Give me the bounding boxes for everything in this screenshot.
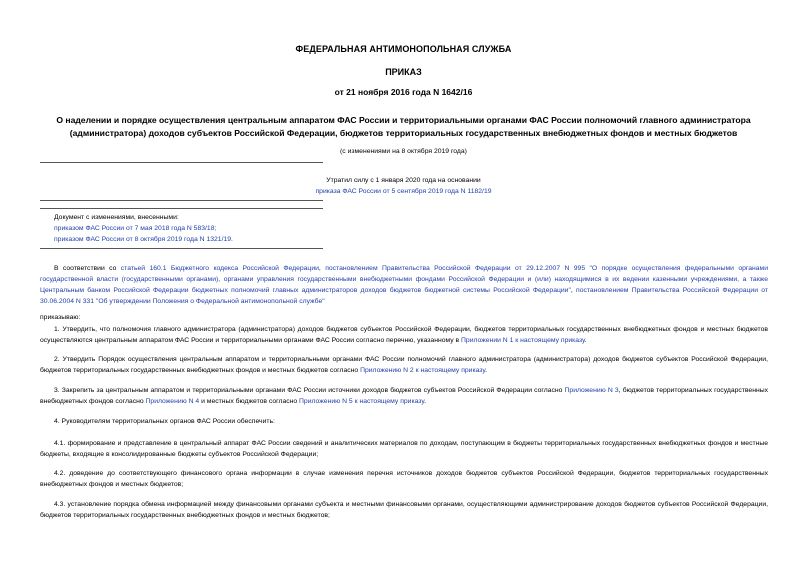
preamble-text: ,	[318, 265, 326, 272]
change-link-2018[interactable]: приказом ФАС России от 7 мая 2018 года N 583/18;	[54, 225, 217, 232]
item-3-text: 3. Закрепить за центральным аппаратом и территориальными органами ФАС России источники доходов бюджетов субъектов Российской Федерации согласно	[54, 387, 565, 394]
document-date: от 21 ноября 2016 года N 1642/16	[334, 87, 473, 97]
orders-word: приказываю:	[40, 314, 81, 321]
appendix-4-link[interactable]: Приложению N 4	[145, 398, 200, 405]
agency-name: ФЕДЕРАЛЬНАЯ АНТИМОНОПОЛЬНАЯ СЛУЖБА	[295, 44, 512, 54]
item-4-2	[40, 468, 768, 490]
expired-text: Утратил силу с 1 января 2020 года на основании	[326, 177, 481, 184]
item-3-text: , бюджетов территориальных государственных внебюджетных фондов согласно	[40, 387, 769, 405]
preamble-text: ,	[570, 287, 577, 294]
item-4-1-text: 4.1. формирование и представление в центральный аппарат ФАС России сведений и аналитических материалов по доходам, поступающим в бюджеты территориальных государственных внебюджетных фондов и местные бюджеты, входящие в консолидированные бюджеты субъектов Российской Федерации;	[40, 440, 768, 458]
budget-code-link[interactable]: статьей 160.1 Бюджетного кодекса Российской Федерации	[120, 265, 319, 272]
item-1-end: .	[584, 337, 587, 344]
changes-block	[54, 212, 233, 245]
item-2	[40, 354, 768, 376]
item-4-text: 4. Руководителям территориальных органов ФАС России обеспечить:	[54, 418, 275, 425]
divider	[40, 200, 323, 201]
change-link-2019[interactable]: приказом ФАС России от 8 октября 2019 года N 1321/19.	[54, 236, 233, 243]
changes-label: Документ с изменениями, внесенными:	[54, 214, 179, 221]
resolution-995-link[interactable]: постановлением Правительства Российской Федерации от 29.12.2007 N 995 "О порядке осуществления федеральными органами государственной власти (государственными органами), органами управления государственными внебюджетными фондами Российской Федерации и (или) находящимися в их ведении казенными учреждениями, а также Центральным банком Российской Федерации бюджетных полномочий главных администраторов доходов бюджетов бюджетной системы Российской Федерации"	[40, 265, 769, 294]
divider	[40, 208, 323, 209]
document-title	[30, 114, 777, 140]
appendix-2-link[interactable]: Приложению N 2 к настоящему приказу	[360, 367, 486, 374]
preamble-text: В соответствии со	[54, 265, 121, 272]
document-title-line2: (администратора) доходов субъектов Российской Федерации, бюджетов территориальных государственных внебюджетных фондов и местных бюджетов	[69, 128, 738, 138]
revision-note: (с изменениями на 8 октября 2019 года)	[340, 148, 467, 155]
divider	[40, 162, 323, 163]
item-3-end: .	[424, 398, 426, 405]
expired-order-link[interactable]: приказа ФАС России от 5 сентября 2019 года N 1182/19	[315, 188, 492, 195]
appendix-3-link[interactable]: Приложению N 3	[564, 387, 619, 394]
item-4-3-text: 4.3. установление порядка обмена информацией между финансовыми органами субъекта и местными финансовыми органами, осуществляющими администрирование доходов бюджетов субъектов Российской Федерации, бюджетов территориальных государственных внебюджетных фондов и местных бюджетов;	[40, 501, 768, 519]
item-2-text: 2. Утвердить Порядок осуществления центральным аппаратом и территориальными органами ФАС России полномочий главного администратора (администратора) доходов бюджетов субъектов Российской Федерации, бюджетов территориальных государственных внебюджетных фондов и местных бюджетов согласно	[40, 356, 768, 374]
item-4-1	[40, 438, 768, 460]
preamble-paragraph	[40, 263, 768, 307]
appendix-1-link[interactable]: Приложении N 1 к настоящему приказу	[461, 337, 585, 344]
item-3	[40, 385, 768, 407]
document-type: ПРИКАЗ	[385, 67, 422, 77]
item-1	[40, 324, 768, 346]
item-4-2-text: 4.2. доведение до соответствующего финансового органа информации в случае изменения перечня источников доходов бюджетов субъектов Российской Федерации, бюджетов территориальных государственных внебюджетных фондов и местных бюджетов;	[40, 470, 768, 488]
document-title-line1: О наделении и порядке осуществления центральным аппаратом ФАС России и территориальными органами ФАС России полномочий главного администратора	[56, 115, 751, 125]
item-1-text: 1. Утвердить, что полномочия главного администратора (администратора) доходов бюджетов субъектов Российской Федерации, бюджетов территориальных государственных внебюджетных фондов и местных бюджетов осуществляются центральным аппаратом ФАС России и территориальными органами ФАС России согласно перечню, указанному в	[40, 326, 768, 344]
item-2-end: .	[485, 367, 487, 374]
item-4	[40, 416, 768, 427]
expired-notice	[30, 175, 777, 197]
item-3-text: и местных бюджетов согласно	[199, 398, 300, 405]
appendix-5-link[interactable]: Приложению N 5 к настоящему приказу	[299, 398, 425, 405]
resolution-331-link[interactable]: постановлением Правительства Российской Федерации от 30.06.2004 N 331 "Об утверждении Положения о Федеральной антимонопольной службе"	[40, 287, 768, 305]
divider	[40, 248, 323, 249]
item-4-3	[40, 499, 768, 521]
